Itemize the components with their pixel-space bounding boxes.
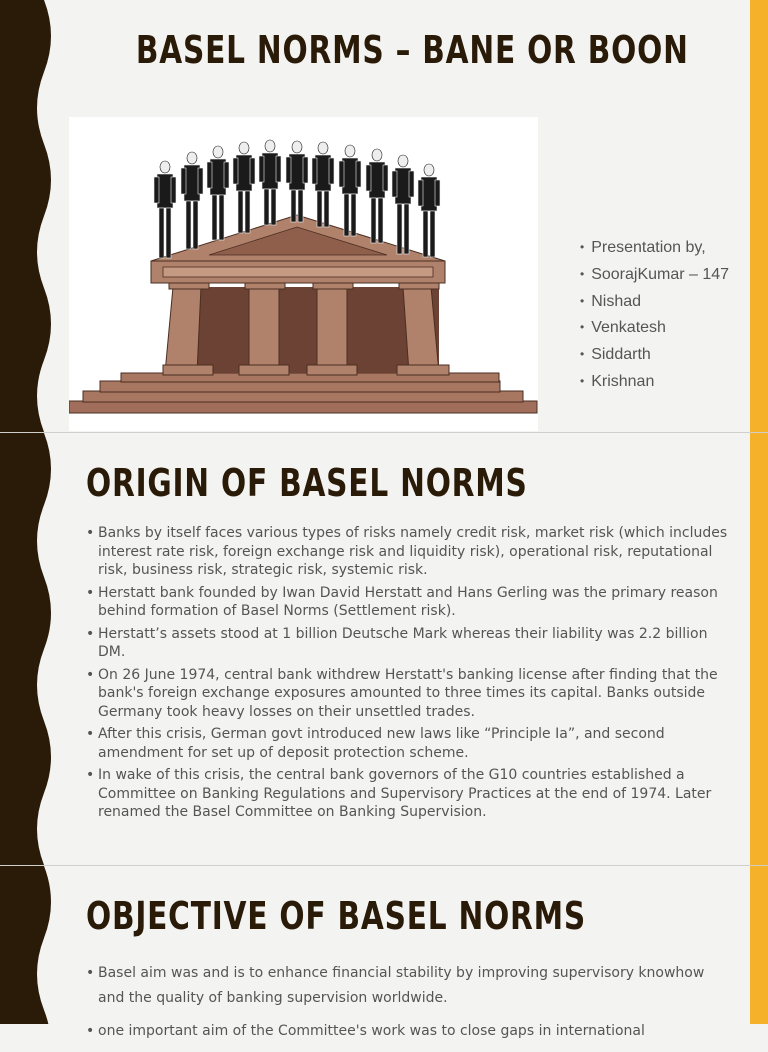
list-item: • Krishnan (580, 372, 729, 399)
wavy-border-decoration (0, 433, 60, 865)
bank-building-illustration (69, 117, 538, 431)
list-item: • After this crisis, German govt introduced new laws like “Principle Ia”, and second amendment for set up of deposit protection scheme. (86, 725, 731, 762)
wavy-border-decoration (0, 0, 60, 432)
presenter-list (580, 238, 729, 399)
list-item: • In wake of this crisis, the central bank governors of the G10 countries established a Committee on Banking Regulations and Supervisory Practices at the end of 1974. Later renamed the Basel Committee on Banking Supervision. (86, 766, 731, 822)
accent-bar (750, 0, 768, 432)
section-title: OBJECTIVE OF BASEL NORMS (86, 894, 587, 938)
list-item: • Presentation by, (580, 238, 729, 265)
accent-bar (750, 866, 768, 1024)
objective-bullet-list (86, 961, 731, 1052)
list-item: • Herstatt’s assets stood at 1 billion Deutsche Mark whereas their liability was 2.2 billion DM. (86, 625, 731, 662)
page-title: BASEL NORMS – BANE OR BOON (135, 28, 689, 72)
list-item: • Siddarth (580, 345, 729, 372)
accent-bar (750, 433, 768, 865)
list-item: • Nishad (580, 292, 729, 319)
section-title: ORIGIN OF BASEL NORMS (86, 461, 528, 505)
list-item: • Banks by itself faces various types of risks namely credit risk, market risk (which includes interest rate risk, foreign exchange risk and liquidity risk), operational risk, reputational risk, business risk, strategic risk, systemic risk. (86, 524, 731, 580)
list-item: • Venkatesh (580, 318, 729, 345)
list-item: • Herstatt bank founded by Iwan David Herstatt and Hans Gerling was the primary reason behind formation of Basel Norms (Settlement risk). (86, 584, 731, 621)
list-item: • one important aim of the Committee's work was to close gaps in international (86, 1019, 731, 1044)
origin-bullet-list (86, 524, 731, 826)
slide-title (0, 0, 768, 432)
list-item: • Basel aim was and is to enhance financial stability by improving supervisory knowhow and the quality of banking supervision worldwide. (86, 961, 731, 1011)
list-item: • SoorajKumar – 147 (580, 265, 729, 292)
wavy-border-decoration (0, 866, 60, 1024)
list-item: • On 26 June 1974, central bank withdrew Herstatt's banking license after finding that the bank's foreign exchange exposures amounted to three times its capital. Banks outside Germany took heavy losses on their unsettled trades. (86, 666, 731, 722)
